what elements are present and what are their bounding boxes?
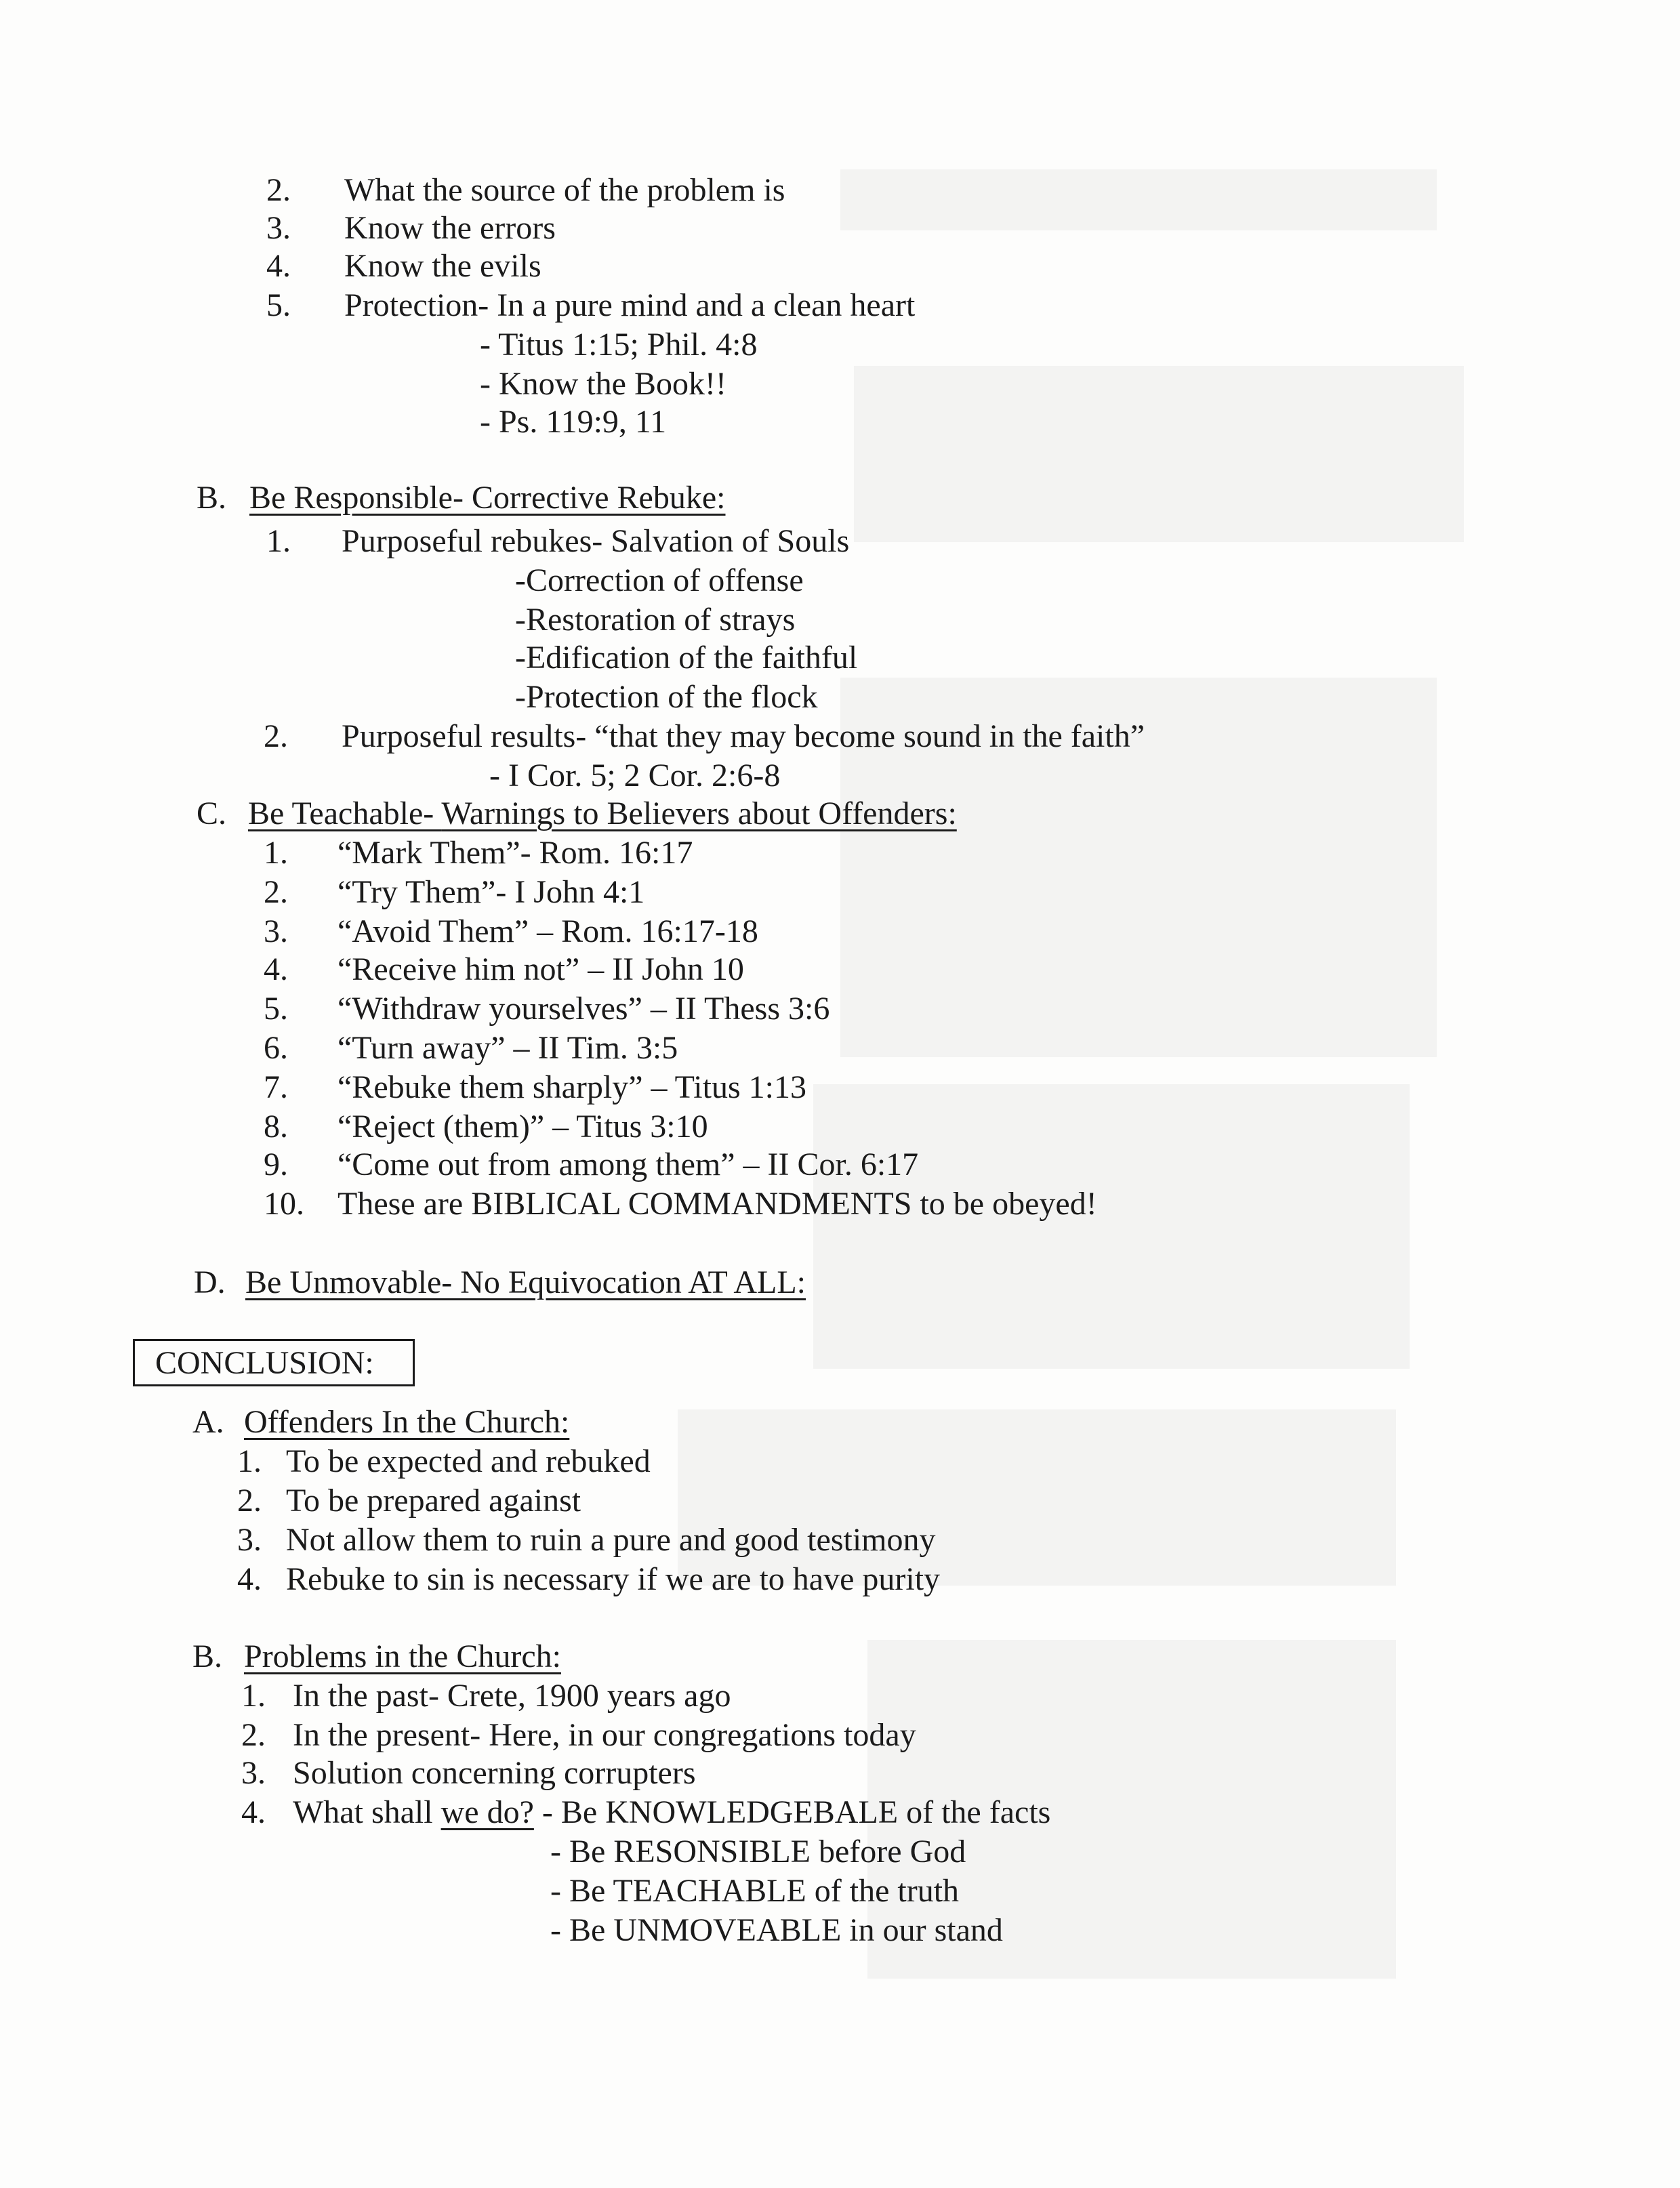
list-item-text: Protection- In a pure mind and a clean heart — [344, 287, 916, 323]
list-item-text: “Try Them”- I John 4:1 — [337, 874, 645, 910]
list-number: 2. — [241, 1717, 266, 1753]
list-number: 2. — [264, 718, 288, 754]
list-number: 3. — [266, 210, 291, 246]
bleed-through-shading — [854, 366, 1464, 542]
section-letter: D. — [194, 1264, 226, 1300]
bleed-through-shading — [840, 169, 1437, 230]
list-item-text: To be prepared against — [286, 1483, 581, 1519]
list-number: 4. — [266, 248, 291, 284]
list-item-text: “Rebuke them sharply” – Titus 1:13 — [337, 1069, 806, 1105]
sub-point: -Edification of the faithful — [515, 640, 858, 676]
list-number: 5. — [264, 991, 288, 1027]
list-item-text: Know the evils — [344, 248, 541, 284]
list-number: 7. — [264, 1069, 288, 1105]
list-number: 1. — [241, 1678, 266, 1714]
list-item-text: What the source of the problem is — [344, 172, 785, 208]
list-number: 3. — [237, 1522, 262, 1558]
list-item-text: “Mark Them”- Rom. 16:17 — [337, 835, 693, 871]
section-letter: A. — [192, 1404, 224, 1440]
conclusion-title-box — [133, 1339, 415, 1386]
list-number: 3. — [241, 1755, 266, 1791]
section-letter: B. — [197, 480, 227, 516]
sub-point: -Restoration of strays — [515, 602, 796, 638]
answer-first: - Be KNOWLEDGEBALE of the facts — [533, 1794, 1051, 1830]
list-number: 3. — [264, 913, 288, 949]
list-number: 2. — [266, 172, 291, 208]
list-number: 9. — [264, 1147, 288, 1182]
scripture-reference: - Titus 1:15; Phil. 4:8 — [480, 327, 758, 363]
list-number: 4. — [264, 951, 288, 987]
sub-point: -Protection of the flock — [515, 679, 818, 715]
section-heading-underlined: Warnings to Believers about Offenders: — [441, 796, 957, 831]
list-item-text: Purposeful rebukes- Salvation of Souls — [342, 523, 850, 559]
list-item-text: To be expected and rebuked — [286, 1443, 651, 1479]
list-number: 2. — [264, 874, 288, 910]
scripture-reference: - I Cor. 5; 2 Cor. 2:6-8 — [489, 758, 781, 793]
section-letter: C. — [197, 796, 227, 831]
list-number: 5. — [266, 287, 291, 323]
list-item-text: Solution concerning corrupters — [293, 1755, 696, 1791]
list-item-text: In the past- Crete, 1900 years ago — [293, 1678, 731, 1714]
list-item-text: “Avoid Them” – Rom. 16:17-18 — [337, 913, 758, 949]
list-item-text: “Withdraw yourselves” – II Thess 3:6 — [337, 991, 830, 1027]
list-item-text — [293, 1793, 1050, 1832]
sub-point: - Be TEACHABLE of the truth — [550, 1873, 960, 1909]
section-heading — [248, 794, 957, 833]
list-item-text: “Turn away” – II Tim. 3:5 — [337, 1030, 678, 1066]
list-item-text: “Reject (them)” – Titus 3:10 — [337, 1109, 708, 1144]
section-heading: Problems in the Church: — [244, 1638, 561, 1674]
bleed-through-shading — [813, 1084, 1410, 1369]
sub-point: - Be RESONSIBLE before God — [550, 1834, 966, 1870]
list-item-text: Rebuke to sin is necessary if we are to have purity — [286, 1561, 941, 1597]
list-number: 4. — [241, 1794, 266, 1830]
list-item-text: Not allow them to ruin a pure and good testimony — [286, 1522, 936, 1558]
conclusion-title: CONCLUSION: — [155, 1345, 374, 1381]
section-heading: Be Unmovable- No Equivocation AT ALL: — [245, 1264, 806, 1300]
list-number: 8. — [264, 1109, 288, 1144]
list-number: 4. — [237, 1561, 262, 1597]
sub-point: - Be UNMOVEABLE in our stand — [550, 1912, 1003, 1948]
list-number: 1. — [237, 1443, 262, 1479]
list-number: 2. — [237, 1483, 262, 1519]
list-item-text: In the present- Here, in our congregations today — [293, 1717, 916, 1753]
scripture-reference: - Know the Book!! — [480, 366, 726, 402]
list-item-text: “Receive him not” – II John 10 — [337, 951, 744, 987]
list-number: 10. — [264, 1186, 304, 1222]
list-item-text: Purposeful results- “that they may become sound in the faith” — [342, 718, 1145, 754]
scripture-reference: - Ps. 119:9, 11 — [480, 404, 667, 440]
section-heading: Offenders In the Church: — [244, 1404, 570, 1440]
sub-point: -Correction of offense — [515, 562, 804, 598]
list-item-text: “Come out from among them” – II Cor. 6:17 — [337, 1147, 919, 1182]
section-heading-lead: Be Teachable- — [248, 796, 442, 831]
section-letter: B. — [192, 1638, 223, 1674]
list-item-text: These are BIBLICAL COMMANDMENTS to be obeyed! — [337, 1186, 1097, 1222]
list-number: 6. — [264, 1030, 288, 1066]
section-heading: Be Responsible- Corrective Rebuke: — [249, 480, 726, 516]
list-number: 1. — [264, 835, 288, 871]
list-item-text: Know the errors — [344, 210, 556, 246]
question-lead: What shall — [293, 1794, 441, 1830]
question-underlined: we do? — [441, 1794, 534, 1830]
list-number: 1. — [266, 523, 291, 559]
